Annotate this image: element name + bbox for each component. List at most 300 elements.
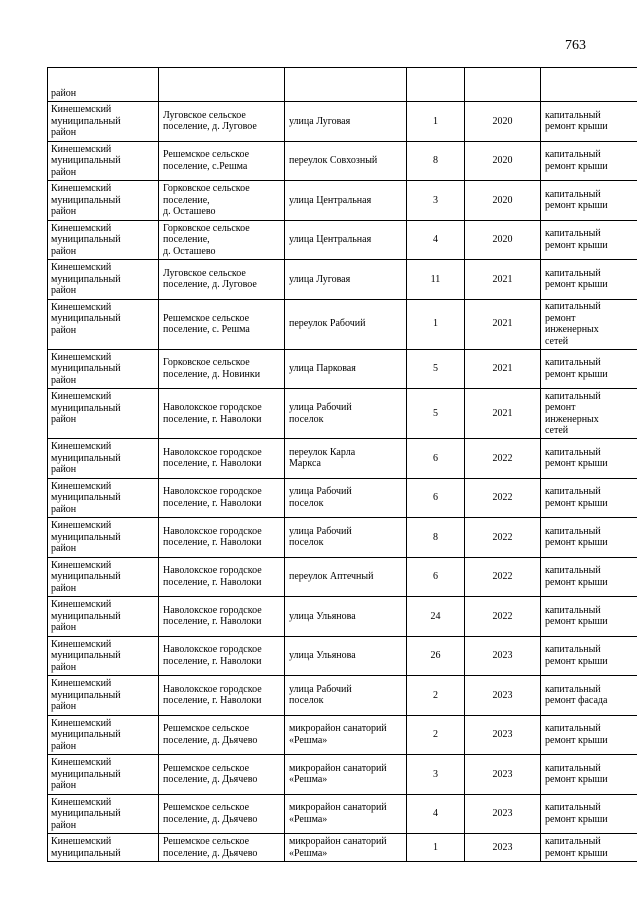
district-cell-line: район	[51, 503, 77, 515]
work-type-cell	[541, 389, 637, 439]
street-cell-line: переулок Карла	[289, 446, 356, 458]
district-cell-line: район	[51, 206, 77, 217]
district-cell-line: Кинешемский	[51, 301, 112, 313]
settlement-cell-line: Луговское сельское	[163, 109, 246, 121]
district-cell-line: Кинешемский	[51, 262, 112, 273]
work-type-cell-line: капитальный	[545, 604, 601, 616]
work-type-cell-line: сетей	[545, 425, 569, 436]
work-type-cell	[541, 299, 637, 349]
work-type-cell-line: ремонт крыши	[545, 847, 608, 859]
work-type-cell	[541, 349, 637, 389]
street-cell-line: улица Ульянова	[289, 610, 356, 622]
work-type-cell-line: ремонт крыши	[545, 160, 608, 172]
district-cell-line: Кинешемский	[51, 757, 112, 768]
house-number-cell: 24	[407, 597, 465, 637]
year-cell: 2021	[465, 260, 541, 300]
table-row	[48, 834, 637, 862]
work-type-cell	[541, 794, 637, 834]
settlement-cell-line: Горковское сельское	[163, 183, 250, 194]
work-type-cell	[541, 834, 637, 862]
street-cell-line: «Решма»	[289, 813, 328, 825]
street-cell-line: улица Луговая	[289, 115, 351, 127]
street-cell-line: микрорайон санаторий	[289, 762, 387, 774]
street-cell	[285, 755, 407, 795]
work-type-cell-line: ремонт крыши	[545, 121, 608, 133]
district-cell-line: муниципальный	[51, 729, 121, 740]
street-cell-line: улица Луговая	[289, 273, 351, 285]
district-cell-line: муниципальный	[51, 571, 121, 582]
house-number-cell: 1	[407, 102, 465, 142]
year-cell: 2023	[465, 676, 541, 716]
work-type-cell-line: капитальный	[545, 149, 601, 161]
settlement-cell-line: поселение, г. Наволоки	[163, 537, 262, 549]
work-type-cell-line: капитальный	[545, 390, 601, 402]
table-row	[48, 389, 637, 439]
settlement-cell-line: поселение, с. Решма	[163, 324, 250, 335]
page-number: 763	[565, 38, 586, 53]
district-cell-line: муниципальный	[51, 313, 121, 324]
district-cell-line: район	[51, 324, 77, 336]
district-cell-line: Кинешемский	[51, 222, 112, 234]
street-cell	[285, 102, 407, 142]
district-cell-line: муниципальный	[51, 234, 121, 245]
street-cell-line: улица Рабочий	[289, 525, 352, 537]
district-cell-line: район	[51, 543, 77, 554]
work-type-cell-line: ремонт крыши	[545, 655, 608, 667]
district-cell	[48, 715, 159, 755]
settlement-cell-line: Наволокское городское	[163, 565, 262, 577]
district-cell-line: муниципальный	[51, 273, 121, 285]
street-cell-line: «Решма»	[289, 774, 328, 786]
district-cell	[48, 755, 159, 795]
district-cell-line: Кинешемский	[51, 717, 112, 729]
district-cell-line: район	[51, 285, 77, 296]
work-type-cell-line: капитальный	[545, 762, 601, 774]
house-number-cell: 2	[407, 676, 465, 716]
year-cell: 2020	[465, 181, 541, 221]
district-cell	[48, 518, 159, 558]
settlement-cell-line: Луговское сельское	[163, 267, 246, 279]
district-cell-line: Кинешемский	[51, 559, 112, 571]
settlement-cell-line: д. Осташево	[163, 206, 216, 217]
settlement-cell-line: Горковское сельское	[163, 357, 250, 369]
district-cell-line: район	[51, 582, 77, 594]
year-cell: 2023	[465, 755, 541, 795]
district-cell-line: район	[51, 127, 77, 138]
work-type-cell	[541, 715, 637, 755]
settlement-cell-line: Наволокское городское	[163, 604, 262, 616]
year-cell: 2022	[465, 439, 541, 479]
settlement-cell	[159, 597, 285, 637]
settlement-cell	[159, 220, 285, 260]
settlement-cell-line: Наволокское городское	[163, 683, 262, 695]
year-cell: 2020	[465, 102, 541, 142]
district-cell-line: Кинешемский	[51, 183, 112, 194]
work-type-cell-line: ремонт фасада	[545, 695, 608, 707]
house-number-cell: 4	[407, 220, 465, 260]
house-number-cell: 6	[407, 439, 465, 479]
district-cell-line: район	[51, 414, 77, 425]
table-row	[48, 755, 637, 795]
street-cell	[285, 439, 407, 479]
table-row	[48, 141, 637, 181]
district-cell-line: муниципальный	[51, 452, 121, 464]
table-row	[48, 439, 637, 479]
district-cell-line: муниципальный	[51, 808, 121, 819]
settlement-cell-line: Наволокское городское	[163, 402, 262, 413]
district-cell-line: район	[51, 819, 77, 831]
district-cell	[48, 636, 159, 676]
district-cell	[48, 794, 159, 834]
district-cell-line: муниципальный	[51, 689, 121, 701]
district-cell-line: муниципальный	[51, 610, 121, 622]
street-cell-line: улица Рабочий	[289, 486, 352, 498]
work-type-cell	[541, 478, 637, 518]
work-type-cell-line: капитальный	[545, 644, 601, 656]
house-number-cell: 5	[407, 349, 465, 389]
district-cell-line: муниципальный	[51, 650, 121, 661]
work-type-cell-line: ремонт крыши	[545, 774, 608, 786]
street-cell-line: поселок	[289, 537, 324, 549]
street-cell-line: переулок Совхозный	[289, 155, 378, 166]
year-cell: 2022	[465, 557, 541, 597]
settlement-cell	[159, 181, 285, 221]
house-cell	[407, 68, 465, 102]
district-text: район	[51, 87, 77, 99]
street-cell	[285, 676, 407, 716]
work-type-cell	[541, 141, 637, 181]
settlement-cell-line: поселение,	[163, 194, 210, 206]
work-type-cell-line: капитальный	[545, 836, 601, 847]
street-cell	[285, 557, 407, 597]
street-cell-line: Маркса	[289, 458, 321, 470]
district-cell	[48, 439, 159, 479]
work-type-cell-line: капитальный	[545, 802, 601, 814]
settlement-cell	[159, 389, 285, 439]
settlement-cell-line: поселение, д. Дьячево	[163, 847, 258, 859]
work-type-cell-line: капитальный	[545, 446, 601, 458]
settlement-cell-line: Решемское сельское	[163, 723, 250, 735]
settlement-cell-line: Наволокское городское	[163, 525, 262, 537]
district-cell-line: муниципальный	[51, 531, 121, 543]
district-cell-line: Кинешемский	[51, 441, 112, 452]
district-cell-line: район	[51, 374, 77, 386]
settlement-cell-line: поселение, г. Наволоки	[163, 458, 262, 470]
work-type-cell-line: ремонт крыши	[545, 813, 608, 825]
table-row	[48, 220, 637, 260]
work-type-cell-line: капитальный	[545, 683, 601, 695]
street-cell	[285, 834, 407, 862]
year-cell: 2022	[465, 518, 541, 558]
work-type-cell	[541, 181, 637, 221]
house-number-cell: 3	[407, 755, 465, 795]
settlement-cell-line: поселение, г. Наволоки	[163, 695, 262, 707]
settlement-cell-line: поселение,	[163, 234, 210, 245]
work-type-cell	[541, 597, 637, 637]
street-cell-line: улица Рабочий	[289, 683, 352, 695]
street-cell	[285, 260, 407, 300]
settlement-cell	[159, 794, 285, 834]
year-cell: 2020	[465, 220, 541, 260]
settlement-cell-line: поселение, г. Наволоки	[163, 655, 262, 667]
settlement-cell-line: Решемское сельское	[163, 836, 250, 847]
district-cell-line: Кинешемский	[51, 836, 112, 847]
year-cell: 2021	[465, 389, 541, 439]
district-cell-line: район	[51, 780, 77, 791]
settlement-cell	[159, 260, 285, 300]
work-type-cell	[541, 439, 637, 479]
settlement-cell	[159, 676, 285, 716]
house-number-cell: 11	[407, 260, 465, 300]
work-type-cell-line: капитальный	[545, 525, 601, 537]
house-number-cell: 1	[407, 834, 465, 862]
street-cell-line: улица Парковая	[289, 363, 356, 374]
settlement-cell	[159, 299, 285, 349]
work-type-cell-line: ремонт крыши	[545, 368, 608, 380]
district-cell-line: муниципальный	[51, 768, 121, 780]
year-cell: 2021	[465, 349, 541, 389]
year-cell: 2022	[465, 478, 541, 518]
street-cell-line: «Решма»	[289, 734, 328, 746]
street-cell-line: переулок Рабочий	[289, 318, 366, 330]
district-cell-line: Кинешемский	[51, 796, 112, 808]
district-cell-line: район	[51, 166, 77, 178]
settlement-cell	[159, 478, 285, 518]
work-type-cell-line: ремонт	[545, 402, 576, 413]
settlement-cell-line: Наволокское городское	[163, 486, 262, 498]
district-cell	[48, 389, 159, 439]
settlement-cell	[159, 439, 285, 479]
work-type-cell-line: капитальный	[545, 267, 601, 279]
street-cell	[285, 349, 407, 389]
year-cell: 2021	[465, 299, 541, 349]
table-row	[48, 260, 637, 300]
house-number-cell: 3	[407, 181, 465, 221]
settlement-cell-line: поселение, д. Дьячево	[163, 734, 258, 746]
table-row	[48, 676, 637, 716]
work-type-cell-line: инженерных	[545, 324, 599, 335]
work-type-cell-line: ремонт крыши	[545, 537, 608, 549]
street-cell-line: поселок	[289, 695, 324, 707]
district-cell-line: муниципальный	[51, 194, 121, 206]
house-number-cell: 26	[407, 636, 465, 676]
settlement-cell	[159, 715, 285, 755]
year-cell	[465, 68, 541, 102]
street-cell	[285, 389, 407, 439]
street-cell	[285, 299, 407, 349]
work-type-cell-line: ремонт крыши	[545, 458, 608, 470]
table-row	[48, 181, 637, 221]
district-cell	[48, 597, 159, 637]
work-type-cell	[541, 102, 637, 142]
work-type-cell-line: ремонт крыши	[545, 497, 608, 509]
work-type-cell-line: ремонт крыши	[545, 616, 608, 628]
district-cell-line: район	[51, 740, 77, 752]
district-cell	[48, 557, 159, 597]
street-cell	[285, 715, 407, 755]
district-cell	[48, 102, 159, 142]
district-cell-line: район	[51, 245, 77, 257]
district-cell	[48, 478, 159, 518]
district-cell-line: Кинешемский	[51, 678, 112, 689]
settlement-cell	[159, 141, 285, 181]
work-type-cell-line: ремонт крыши	[545, 734, 608, 746]
house-number-cell: 5	[407, 389, 465, 439]
year-cell: 2023	[465, 834, 541, 862]
street-cell	[285, 597, 407, 637]
street-cell-line: улица Центральная	[289, 234, 372, 245]
house-number-cell: 6	[407, 478, 465, 518]
work-type-cell	[541, 636, 637, 676]
settlement-cell-line: поселение, г. Наволоки	[163, 616, 262, 628]
street-cell	[285, 220, 407, 260]
street-cell	[285, 68, 407, 102]
district-cell-line: муниципальный	[51, 847, 121, 859]
district-cell-line: Кинешемский	[51, 480, 112, 492]
settlement-cell-line: д. Осташево	[163, 245, 216, 257]
year-cell: 2022	[465, 597, 541, 637]
district-cell	[48, 834, 159, 862]
settlement-cell-line: поселение, г. Наволоки	[163, 413, 262, 425]
district-cell-line: Кинешемский	[51, 104, 112, 115]
work-cell	[541, 68, 637, 102]
settlement-cell-line: Наволокское городское	[163, 644, 262, 656]
work-type-cell-line: капитальный	[545, 723, 601, 735]
settlement-cell	[159, 557, 285, 597]
district-cell	[48, 349, 159, 389]
work-type-cell-line: ремонт	[545, 312, 576, 324]
district-cell-line: Кинешемский	[51, 351, 112, 363]
street-cell-line: переулок Аптечный	[289, 571, 374, 582]
settlement-cell	[159, 349, 285, 389]
work-type-cell-line: инженерных	[545, 413, 599, 425]
settlement-cell-line: поселение, с.Решма	[163, 160, 248, 172]
street-cell	[285, 478, 407, 518]
work-type-cell	[541, 676, 637, 716]
settlement-cell-line: Решемское сельское	[163, 762, 250, 774]
table-row	[48, 478, 637, 518]
district-cell-line: муниципальный	[51, 155, 121, 166]
district-cell	[48, 676, 159, 716]
settlement-cell	[159, 834, 285, 862]
street-cell	[285, 518, 407, 558]
house-number-cell: 8	[407, 141, 465, 181]
street-cell-line: микрорайон санаторий	[289, 723, 387, 735]
settlement-cell-line: Наволокское городское	[163, 446, 262, 458]
district-cell-line: район	[51, 701, 77, 712]
settlement-cell	[159, 636, 285, 676]
work-type-cell-line: капитальный	[545, 188, 601, 200]
house-number-cell: 2	[407, 715, 465, 755]
work-type-cell	[541, 557, 637, 597]
settlement-cell-line: Решемское сельское	[163, 312, 250, 324]
work-type-cell	[541, 260, 637, 300]
street-cell	[285, 636, 407, 676]
repair-schedule-table	[47, 67, 637, 862]
work-type-cell-line: капитальный	[545, 357, 601, 369]
district-cell-line: муниципальный	[51, 492, 121, 503]
district-cell	[48, 68, 159, 102]
table-row	[48, 597, 637, 637]
district-cell	[48, 220, 159, 260]
district-cell	[48, 299, 159, 349]
table-row-continued	[48, 68, 637, 102]
table-row	[48, 794, 637, 834]
work-type-cell	[541, 755, 637, 795]
settlement-cell-line: поселение, г. Наволоки	[163, 576, 262, 588]
table-row	[48, 102, 637, 142]
table-row	[48, 636, 637, 676]
settlement-cell-line: поселение, г. Наволоки	[163, 497, 262, 509]
year-cell: 2023	[465, 794, 541, 834]
street-cell-line: поселок	[289, 413, 324, 425]
street-cell	[285, 141, 407, 181]
work-type-cell-line: ремонт крыши	[545, 576, 608, 588]
settlement-cell	[159, 755, 285, 795]
table-row	[48, 557, 637, 597]
settlement-cell-line: поселение, д. Новинки	[163, 368, 261, 380]
district-cell-line: муниципальный	[51, 363, 121, 374]
work-type-cell-line: сетей	[545, 335, 569, 347]
settlement-cell	[159, 102, 285, 142]
settlement-cell-line: поселение, д. Дьячево	[163, 813, 258, 825]
district-cell-line: Кинешемский	[51, 520, 112, 531]
district-cell-line: район	[51, 622, 77, 633]
table-row	[48, 349, 637, 389]
street-cell-line: улица Центральная	[289, 194, 372, 206]
district-cell-line: район	[51, 464, 77, 475]
work-type-cell-line: капитальный	[545, 565, 601, 577]
district-cell-line: муниципальный	[51, 402, 121, 414]
house-number-cell: 1	[407, 299, 465, 349]
work-type-cell-line: капитальный	[545, 228, 601, 240]
year-cell: 2023	[465, 715, 541, 755]
settlement-cell-line: Решемское сельское	[163, 149, 250, 161]
work-type-cell	[541, 220, 637, 260]
settlement-cell	[159, 68, 285, 102]
district-cell	[48, 141, 159, 181]
table-row	[48, 715, 637, 755]
settlement-cell-line: поселение, д. Дьячево	[163, 774, 258, 786]
district-cell	[48, 260, 159, 300]
table-row	[48, 518, 637, 558]
table-row	[48, 299, 637, 349]
work-type-cell-line: капитальный	[545, 301, 601, 312]
settlement-cell-line: поселение, д. Луговое	[163, 121, 257, 133]
house-number-cell: 6	[407, 557, 465, 597]
district-cell-line: Кинешемский	[51, 599, 112, 610]
street-cell	[285, 794, 407, 834]
district-cell-line: муниципальный	[51, 115, 121, 127]
street-cell-line: поселок	[289, 497, 324, 509]
district-cell-line: Кинешемский	[51, 391, 112, 402]
work-type-cell-line: ремонт крыши	[545, 279, 608, 291]
house-number-cell: 4	[407, 794, 465, 834]
settlement-cell-line: поселение, д. Луговое	[163, 279, 257, 291]
work-type-cell-line: ремонт крыши	[545, 239, 608, 251]
district-cell-line: район	[51, 661, 77, 673]
street-cell-line: «Решма»	[289, 847, 328, 859]
street-cell-line: микрорайон санаторий	[289, 836, 387, 847]
settlement-cell	[159, 518, 285, 558]
work-type-cell-line: ремонт крыши	[545, 200, 608, 212]
street-cell-line: микрорайон санаторий	[289, 802, 387, 814]
work-type-cell-line: капитальный	[545, 486, 601, 498]
district-cell-line: Кинешемский	[51, 638, 112, 650]
work-type-cell	[541, 518, 637, 558]
work-type-cell-line: капитальный	[545, 109, 601, 121]
settlement-cell-line: Горковское сельское	[163, 222, 250, 234]
